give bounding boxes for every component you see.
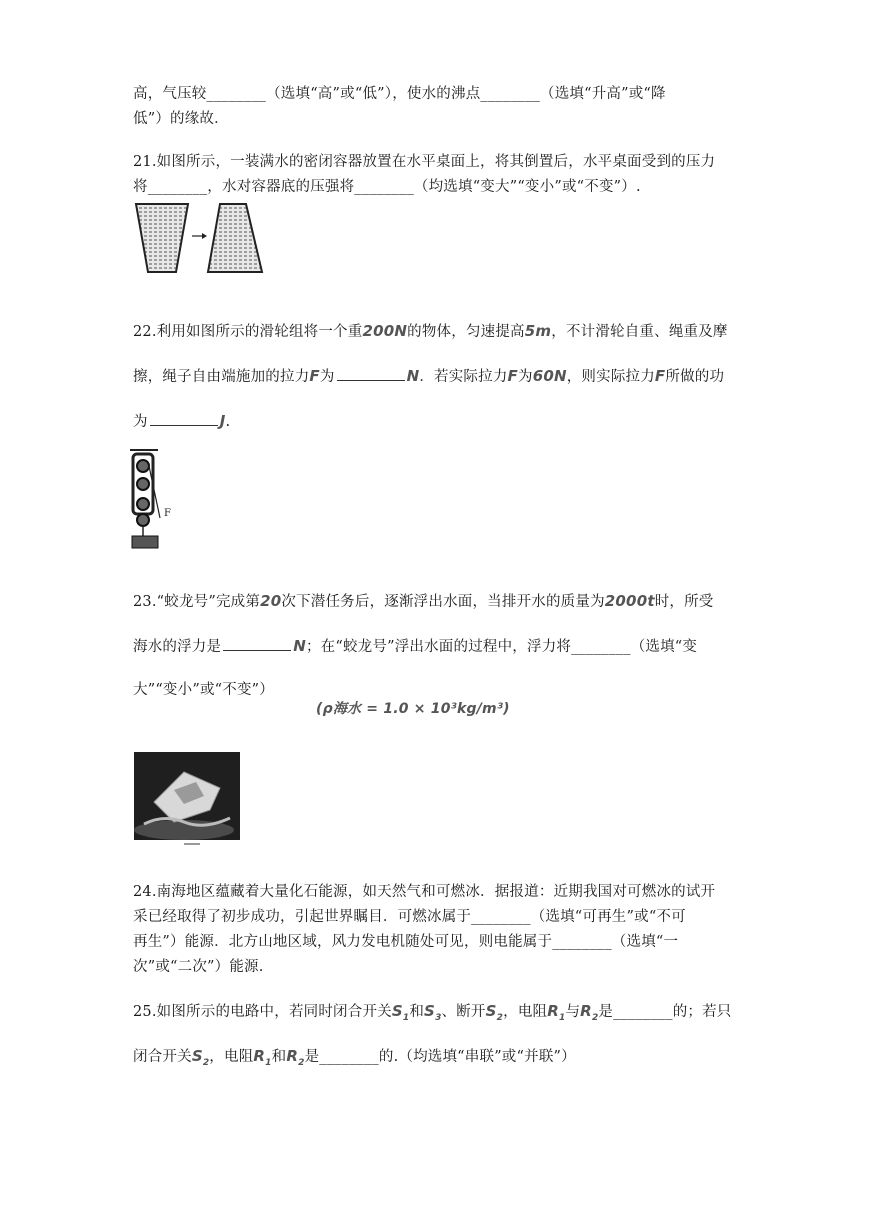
weight-block xyxy=(132,536,158,548)
force-value: 60N xyxy=(532,367,567,385)
force-symbol: F xyxy=(309,367,320,385)
q24-line-3: 再生”）能源．北方山地区域，风力发电机随处可见，则电能属于________（选填“一 xyxy=(133,934,679,950)
q24-line-4: 次”或“二次”）能源. xyxy=(133,959,264,975)
q25-text: 和 xyxy=(271,1049,287,1065)
q22-text: 的物体，匀速提高 xyxy=(407,324,525,340)
unit-symbol: N xyxy=(293,637,306,655)
q22-text: 为 xyxy=(319,369,335,385)
q25-text: 和 xyxy=(409,1004,425,1020)
pulley-icon xyxy=(137,514,149,526)
q22-text: ．若实际拉力 xyxy=(419,369,508,385)
switch-s3: $S_3$ xyxy=(424,1002,442,1023)
dive-count: 20 xyxy=(260,592,282,610)
q25-text: 是________的.（均选填“串联”或“并联”） xyxy=(304,1049,576,1065)
resistor-r1: $R_1$ xyxy=(547,1002,566,1023)
q23-line-2 xyxy=(133,635,697,656)
unit-symbol: N xyxy=(406,367,420,385)
pulley-icon xyxy=(137,498,149,510)
unit-symbol: J xyxy=(219,412,226,430)
q25-text: ，电阻 xyxy=(209,1049,254,1065)
pulley-figure xyxy=(128,448,188,552)
q22-line-1 xyxy=(133,320,728,341)
arrow-icon xyxy=(192,233,207,239)
q25-text: ，电阻 xyxy=(503,1004,548,1020)
q25-text: 与 xyxy=(565,1004,581,1020)
switch-s1: $S_1$ xyxy=(391,1002,410,1023)
q21-container-figure xyxy=(134,202,274,276)
q21-line-2: 将________，水对容器底的压强将________（均选填“变大”“变小”或“不变”）. xyxy=(133,179,641,195)
q25-text: 是________的；若只 xyxy=(598,1004,732,1020)
mass-value: 2000t xyxy=(604,592,655,610)
q20-line-1: 高，气压较________（选填“高”或“低”），使水的沸点________（选填“升高”或“降 xyxy=(133,86,666,102)
q22-text: 擦，绳子自由端施加的拉力 xyxy=(133,369,310,385)
pulley-icon xyxy=(137,478,149,490)
force-symbol: F xyxy=(654,367,666,385)
resistor-r2: $R_2$ xyxy=(286,1047,305,1068)
q24-line-2: 采已经取得了初步成功，引起世界瞩目．可燃冰属于________（选填“可再生”或“不可 xyxy=(133,909,686,925)
q23-line-3: 大”“变小”或“不变”） xyxy=(133,682,274,698)
density-formula: (ρ海水 = 1.0 × 10³kg/m³) xyxy=(316,701,510,717)
resistor-r1: $R_1$ xyxy=(253,1047,272,1068)
upright-container xyxy=(136,204,188,272)
q25-line-2 xyxy=(133,1045,576,1068)
resistor-r2: $R_2$ xyxy=(580,1002,599,1023)
answer-blank[interactable] xyxy=(150,411,218,426)
switch-s2: $S_2$ xyxy=(485,1002,504,1023)
q23-text: 海水的浮力是 xyxy=(133,639,222,655)
force-symbol: F xyxy=(507,367,518,385)
q24-line-1: 24.南海地区蕴藏着大量化石能源，如天然气和可燃冰．据报道：近期我国对可燃冰的试开 xyxy=(133,884,716,900)
q22-line-2 xyxy=(133,365,724,386)
q23-text: 23.“蛟龙号”完成第 xyxy=(133,594,261,610)
q22-text: 为 xyxy=(517,369,533,385)
q22-text: ，则实际拉力 xyxy=(566,369,655,385)
q23-line-1 xyxy=(133,590,714,611)
q25-text: 闭合开关 xyxy=(133,1049,192,1065)
weight-value: 200N xyxy=(362,322,408,340)
q25-text: 、断开 xyxy=(441,1004,486,1020)
q22-text: ，不计滑轮自重、绳重及摩 xyxy=(551,324,728,340)
answer-blank[interactable] xyxy=(337,366,405,381)
jiaolong-photo xyxy=(134,752,240,848)
q22-text: . xyxy=(225,414,231,430)
q22-text: 22.利用如图所示的滑轮组将一个重 xyxy=(133,324,363,340)
inverted-container xyxy=(208,204,262,272)
height-value: 5m xyxy=(524,322,552,340)
q22-text: 为 xyxy=(133,414,148,430)
q25-line-1 xyxy=(133,1000,732,1023)
q22-text: 所做的功 xyxy=(665,369,725,385)
force-label: F xyxy=(164,508,171,519)
q20-line-2: 低”）的缘故． xyxy=(133,111,229,127)
q25-text: 25.如图所示的电路中，若同时闭合开关 xyxy=(133,1004,392,1020)
q22-line-3 xyxy=(133,410,230,431)
pulley-icon xyxy=(137,460,149,472)
answer-blank[interactable] xyxy=(223,636,291,651)
q23-text: 时，所受 xyxy=(654,594,714,610)
q23-text: ；在“蛟龙号”浮出水面的过程中，浮力将________（选填“变 xyxy=(305,639,698,655)
q21-line-1: 21.如图所示，一装满水的密闭容器放置在水平桌面上，将其倒置后，水平桌面受到的压力 xyxy=(133,154,716,170)
q23-text: 次下潜任务后，逐渐浮出水面，当排开水的质量为 xyxy=(281,594,605,610)
switch-s2: $S_2$ xyxy=(191,1047,210,1068)
